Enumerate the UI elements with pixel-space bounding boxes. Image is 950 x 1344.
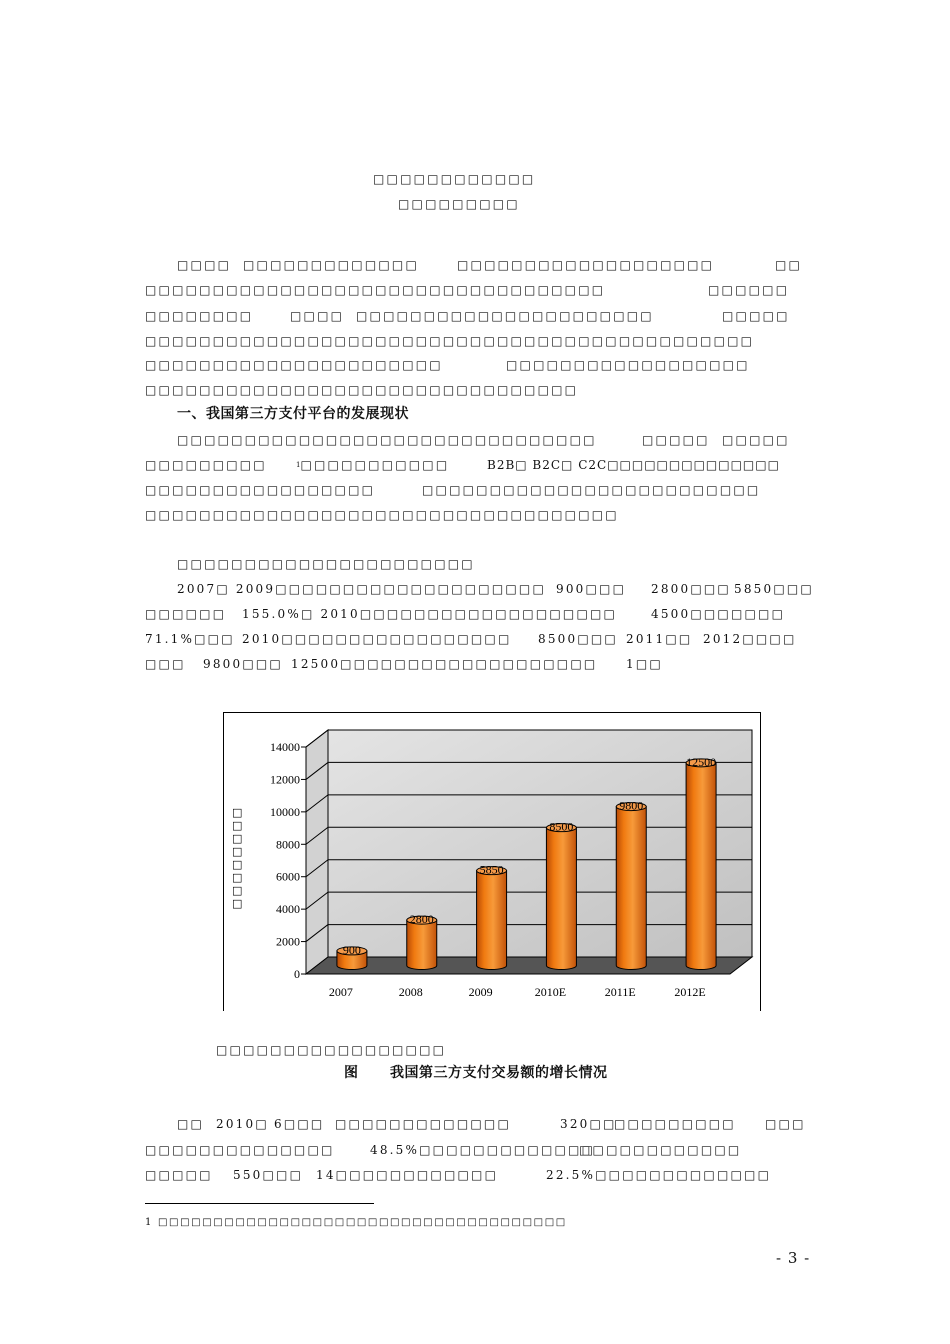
body-text: 8500□□□ bbox=[538, 632, 618, 646]
body-text: □□□□□□□□□□□□□□□□□□□□□□□□□□□□□□□ bbox=[177, 433, 597, 447]
bar-chart bbox=[223, 712, 761, 1012]
abstract-text: □□□□□□ bbox=[708, 283, 790, 297]
body-text: 22.5%□□□□□□□□□□□□□ bbox=[546, 1168, 772, 1182]
chart-floor bbox=[306, 957, 752, 974]
y-axis-label-char: □ bbox=[232, 806, 243, 819]
y-tick-label: 12000 bbox=[270, 772, 300, 787]
x-tick-label: 2009 bbox=[468, 985, 493, 999]
body-text: 2800□□□ bbox=[651, 582, 731, 596]
data-label: 8500 bbox=[549, 819, 574, 834]
y-tick-label: 14000 bbox=[270, 740, 300, 754]
x-tick-label: 2011E bbox=[604, 985, 636, 999]
abstract-text: □□□□□□□□□□□□□ bbox=[243, 258, 419, 272]
body-text: 2011□□ bbox=[626, 632, 693, 646]
body-text: B2B□ B2C□ C2C□□□□□□□□□□□□□□ bbox=[487, 458, 780, 472]
chart-svg bbox=[223, 712, 761, 1012]
abstract-text: □□□□□□□□□□□□□□□□□□□□□□□□□□□□□□□□□□ bbox=[145, 283, 606, 297]
x-tick-label: 2008 bbox=[398, 985, 423, 999]
figure-source: □□□□□□□□□□□□□□□□□ bbox=[216, 1043, 447, 1057]
data-label: 12500 bbox=[686, 754, 717, 769]
data-label: 9800 bbox=[619, 798, 644, 813]
bar bbox=[616, 807, 646, 970]
y-tick-label: 4000 bbox=[276, 902, 300, 917]
body-text: □□□□□□□□□□□□ bbox=[579, 1143, 742, 1157]
bar bbox=[407, 920, 437, 969]
body-text: 1□□ bbox=[626, 657, 663, 671]
body-text: □□□□□ bbox=[722, 433, 790, 447]
body-text bbox=[296, 458, 449, 472]
y-axis-label-char: □ bbox=[232, 858, 243, 871]
y-tick-label: 2000 bbox=[276, 934, 300, 949]
x-tick-label: 2007 bbox=[328, 985, 353, 999]
y-tick-label: 10000 bbox=[270, 804, 300, 819]
bar bbox=[477, 871, 507, 970]
body-text: □□□□□□□□□ bbox=[614, 1117, 736, 1131]
y-axis-label-char: □ bbox=[232, 884, 243, 897]
footnote-ref: 1 bbox=[296, 461, 301, 469]
body-text: 4500□□□□□□□ bbox=[651, 607, 786, 621]
body-text: 9800□□□ bbox=[203, 657, 283, 671]
body-text: □□□□□□□□□□□□□□□□□□□□□□□□□□□□□□□□□□□ bbox=[145, 508, 619, 522]
section-heading: 一、我国第三方支付平台的发展现状 bbox=[177, 406, 409, 422]
y-axis-label-char: □ bbox=[232, 871, 243, 884]
y-axis-label-char: □ bbox=[232, 819, 243, 832]
body-text: 2012□□□□ bbox=[703, 632, 797, 646]
abstract-text: □□□□ bbox=[177, 258, 232, 272]
body-text: 6□□□ bbox=[274, 1117, 325, 1131]
body-text: □□□□□□□□□□□□□□□□□ bbox=[145, 483, 376, 497]
title-line-2: □□□□□□□□□ bbox=[398, 197, 520, 211]
body-text: □□□□□□□□□□□□□□□□□□□□□□□□□ bbox=[422, 483, 761, 497]
subsection-heading: □□□□□□□□□□□□□□□□□□□□□□ bbox=[177, 557, 475, 571]
body-text: □□□□□ bbox=[642, 433, 710, 447]
y-tick-label: 8000 bbox=[276, 837, 300, 852]
data-label: 900 bbox=[342, 942, 361, 957]
abstract-text: □□□□□□□□ bbox=[145, 309, 254, 323]
footnote-text: □□□□□□□□□□□□□□□□□□□□□□□□□□□□□□□□□□□□□ bbox=[158, 1217, 567, 1228]
body-text: 48.5%□□□□□□□□□□□□□ bbox=[370, 1143, 596, 1157]
abstract-text: □□□□□□□□□□□□□□□□□□□□□□□□□□□□□□□□ bbox=[145, 383, 579, 397]
body-text: □□□□□□ bbox=[145, 607, 227, 621]
abstract-text: □□□□□ bbox=[722, 309, 790, 323]
data-label: 2800 bbox=[409, 912, 434, 927]
body-text: 5850□□□ bbox=[734, 582, 814, 596]
body-text: □□□□□□□□□ bbox=[145, 458, 267, 472]
abstract-text: □□□□□□□□□□□□□□□□□□□□□□ bbox=[145, 358, 443, 372]
body-text: □□□ bbox=[765, 1117, 806, 1131]
body-text: □□□□□□□□□□□□□□ bbox=[145, 1143, 335, 1157]
body-text: □□ bbox=[177, 1117, 205, 1131]
data-label: 5850 bbox=[479, 862, 504, 877]
y-tick-label: 6000 bbox=[276, 869, 300, 884]
abstract-text: □□□□□□□□□□□□□□□□□□□ bbox=[457, 258, 715, 272]
body-text: 2007□ 2009□□□□□□□□□□□□□□□□□□□□ bbox=[177, 582, 546, 596]
x-tick-label: 2012E bbox=[674, 985, 706, 999]
y-tick-label: 0 bbox=[294, 967, 300, 981]
body-text: 550□□□ bbox=[233, 1168, 304, 1182]
bar bbox=[686, 763, 716, 970]
figure-caption: 我国第三方支付交易额的增长情况 bbox=[390, 1065, 608, 1081]
page-number: - 3 - bbox=[776, 1249, 811, 1267]
body-text: 320□□ bbox=[560, 1117, 617, 1131]
y-axis-label-char: □ bbox=[232, 897, 243, 910]
body-text: 12500□□□□□□□□□□□□□□□□□□□ bbox=[291, 657, 598, 671]
abstract-text: □□□□□□□□□□□□□□□□□□ bbox=[506, 358, 750, 372]
body-text: □□□□□□□□□□□ bbox=[300, 458, 450, 472]
body-text: 900□□□ bbox=[556, 582, 627, 596]
body-text: □□□ bbox=[145, 657, 186, 671]
body-text: □□□□□ bbox=[145, 1168, 213, 1182]
y-axis-label-char: □ bbox=[232, 832, 243, 845]
y-axis-label bbox=[232, 806, 242, 910]
bar bbox=[546, 828, 576, 970]
abstract-text: □□□□□□□□□□□□□□□□□□□□□□ bbox=[356, 309, 654, 323]
title-line-1: □□□□□□□□□□□□ bbox=[373, 172, 536, 186]
body-text: 2010□ bbox=[216, 1117, 269, 1131]
abstract-text: □□□□□□□□□□□□□□□□□□□□□□□□□□□□□□□□□□□□□□□□□□□□□ bbox=[145, 334, 755, 348]
body-text: 71.1%□□□ bbox=[145, 632, 235, 646]
y-axis-label-char: □ bbox=[232, 845, 243, 858]
abstract-text: □□ bbox=[775, 258, 803, 272]
footnote-mark: 1 bbox=[145, 1217, 153, 1228]
chart-side-wall bbox=[306, 730, 328, 974]
body-text: □□□□□□□□□□□□□ bbox=[335, 1117, 511, 1131]
figure-caption-label: 图 bbox=[344, 1065, 359, 1081]
body-text: 14□□□□□□□□□□□□ bbox=[316, 1168, 499, 1182]
body-text: 2010□□□□□□□□□□□□□□□□□ bbox=[242, 632, 512, 646]
body-text: 155.0%□ 2010□□□□□□□□□□□□□□□□□□□ bbox=[242, 607, 618, 621]
x-tick-label: 2010E bbox=[534, 985, 567, 999]
abstract-text: □□□□ bbox=[290, 309, 345, 323]
footnote-rule bbox=[145, 1203, 374, 1204]
